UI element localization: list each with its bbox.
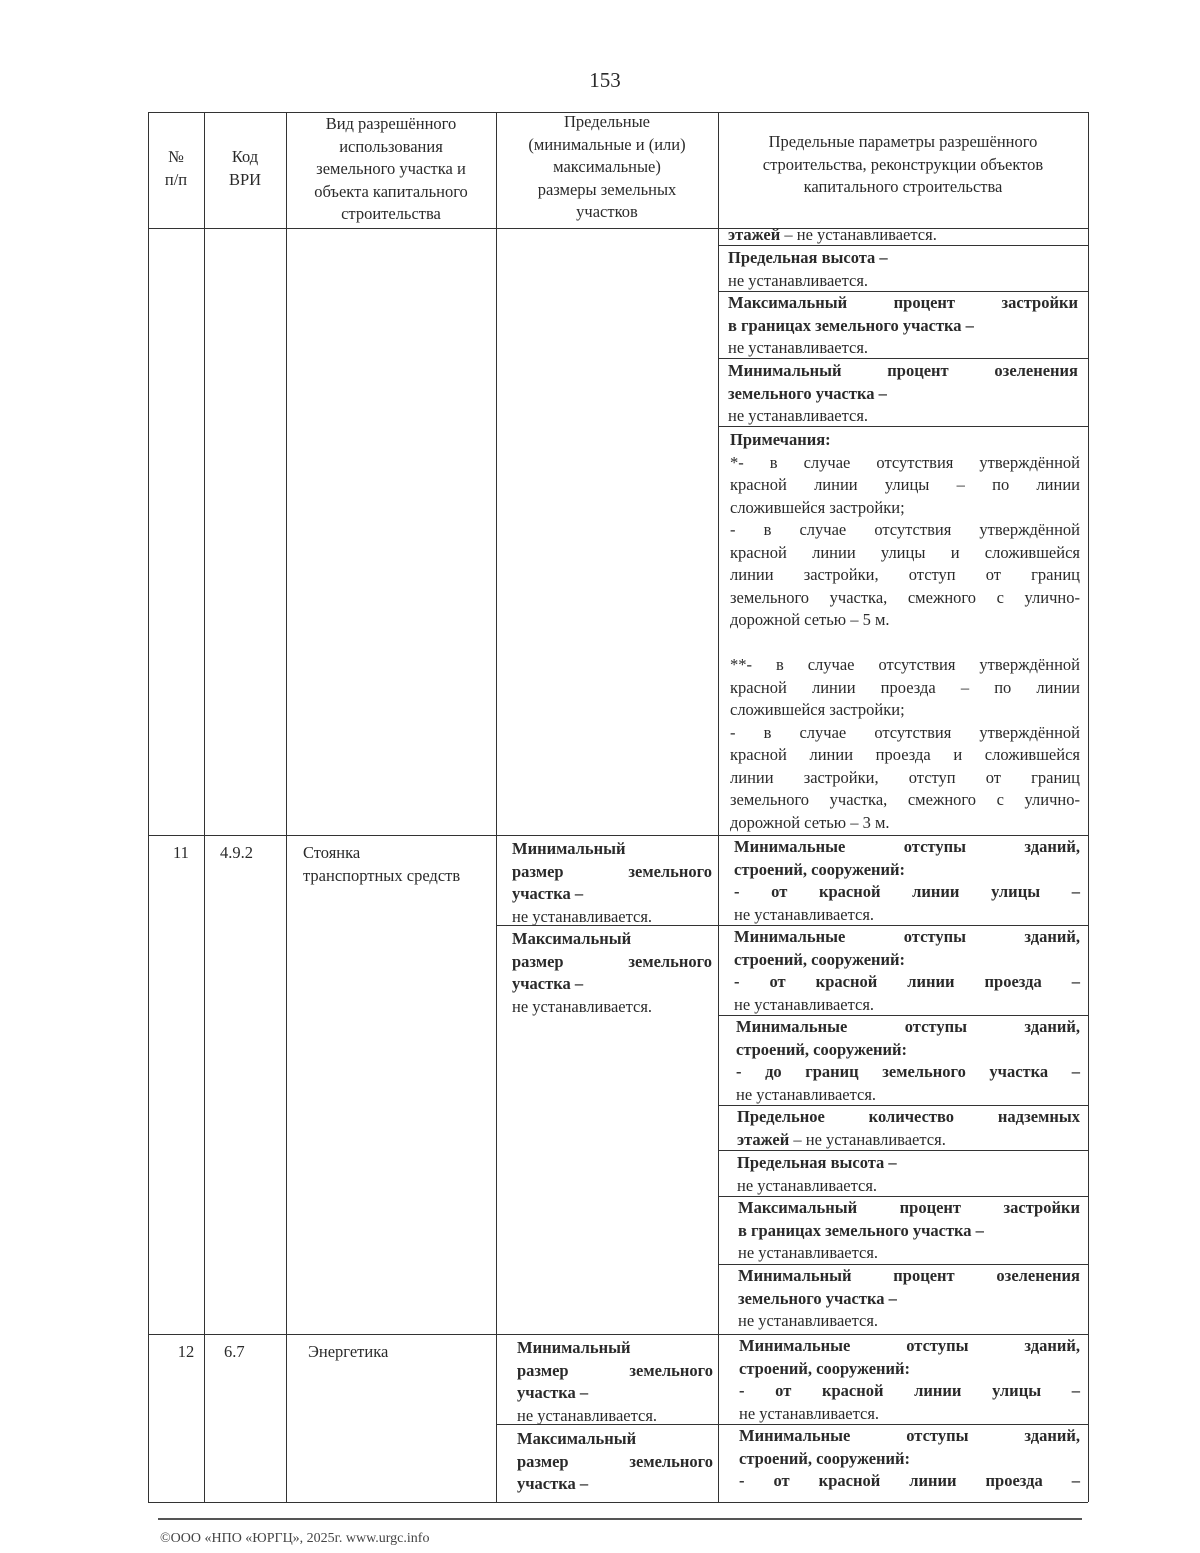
column-divider: [718, 112, 719, 1502]
header-construction-params: Предельные параметры разрешённого строительства, реконструкции объектов капитального строительства: [762, 132, 1044, 196]
header-use-type: Вид разрешённого использования земельного участка и объекта капитального строительства: [314, 114, 468, 223]
row-11-code: 4.9.2: [220, 843, 253, 862]
row-12-min-size: Минимальный размер земельного участка – не устанавливается.: [517, 1338, 713, 1425]
footer-copyright: ©ООО «НПО «ЮРГЦ», 2025г. www.urgc.info: [160, 1531, 430, 1546]
row-11-min-size: Минимальный размер земельного участка – не устанавливается.: [512, 839, 712, 926]
row-11-building-percent: Максимальный процент застройки в границах земельного участка – не устанавливается.: [738, 1198, 1080, 1262]
column-divider: [286, 112, 287, 1502]
row-11-max-size: Максимальный размер земельного участка – не устанавливается.: [512, 929, 712, 1016]
column-divider: [496, 112, 497, 1502]
table-border-left: [148, 112, 149, 1502]
table-border-bottom: [148, 1502, 1088, 1503]
row-12-setback-drive: Минимальные отступы зданий, строений, сооружений: - от красной линии проезда –: [739, 1426, 1080, 1490]
header-code: Код ВРИ: [228, 147, 262, 189]
header-number: № п/п: [164, 147, 188, 189]
row-12-code: 6.7: [224, 1342, 245, 1361]
row-12-max-size: Максимальный размер земельного участка –: [517, 1429, 713, 1493]
column-divider: [204, 112, 205, 1502]
table-border-right: [1088, 112, 1089, 1502]
row-11-greening-percent: Минимальный процент озеленения земельного участка – не устанавливается.: [738, 1266, 1080, 1330]
row-11-floors: Предельное количество надземных этажей – не устанавливается.: [737, 1107, 1080, 1149]
row-11-height: Предельная высота – не устанавливается.: [737, 1153, 897, 1195]
building-percent-cell: Максимальный процент застройки в границах земельного участка – не устанавливается.: [728, 293, 1078, 357]
row-11-setback-border: Минимальные отступы зданий, строений, сооружений: - до границ земельного участка – не устанавливается.: [736, 1017, 1080, 1104]
row-11-setback-street: Минимальные отступы зданий, строений, сооружений: - от красной линии улицы – не устанавливается.: [734, 837, 1080, 924]
row-12-setback-street: Минимальные отступы зданий, строений, сооружений: - от красной линии улицы – не устанавливается.: [739, 1336, 1080, 1423]
row-11-number: 11: [173, 843, 189, 862]
page-number: 153: [589, 68, 621, 92]
greening-percent-cell: Минимальный процент озеленения земельного участка – не устанавливается.: [728, 361, 1078, 425]
footer-rule: [158, 1518, 1082, 1520]
row-11-setback-drive: Минимальные отступы зданий, строений, сооружений: - от красной линии проезда – не устанавливается.: [734, 927, 1080, 1014]
row-11-use-type: Стоянка транспортных средств: [303, 843, 461, 885]
height-cell: Предельная высота – не устанавливается.: [728, 248, 888, 290]
header-plot-sizes: Предельные (минимальные и (или) максимальные) размеры земельных участков: [528, 112, 686, 221]
row-12-number: 12: [177, 1342, 195, 1361]
row-12-use-type: Энергетика: [308, 1342, 389, 1361]
notes-cell: Примечания: *- в случае отсутствия утверждённой красной линии улицы – по линии сложившейся застройки; - в случае отсутствия утверждённой красной линии улицы и сложившейся линии застройки, отступ от границ земельного участка, смежного с улично- дорожной сетью – 5 м. **- в случае отсутствия утверждённой красной линии проезда – по линии сложившейся застройки; - в случае отсутствия утверждённой красной линии проезда и сложившейся линии застройки, отступ от границ земельного участка, смежного с улично- дорожной сетью – 3 м.: [730, 430, 1080, 832]
floors-cell: этажей – не устанавливается.: [728, 225, 937, 244]
